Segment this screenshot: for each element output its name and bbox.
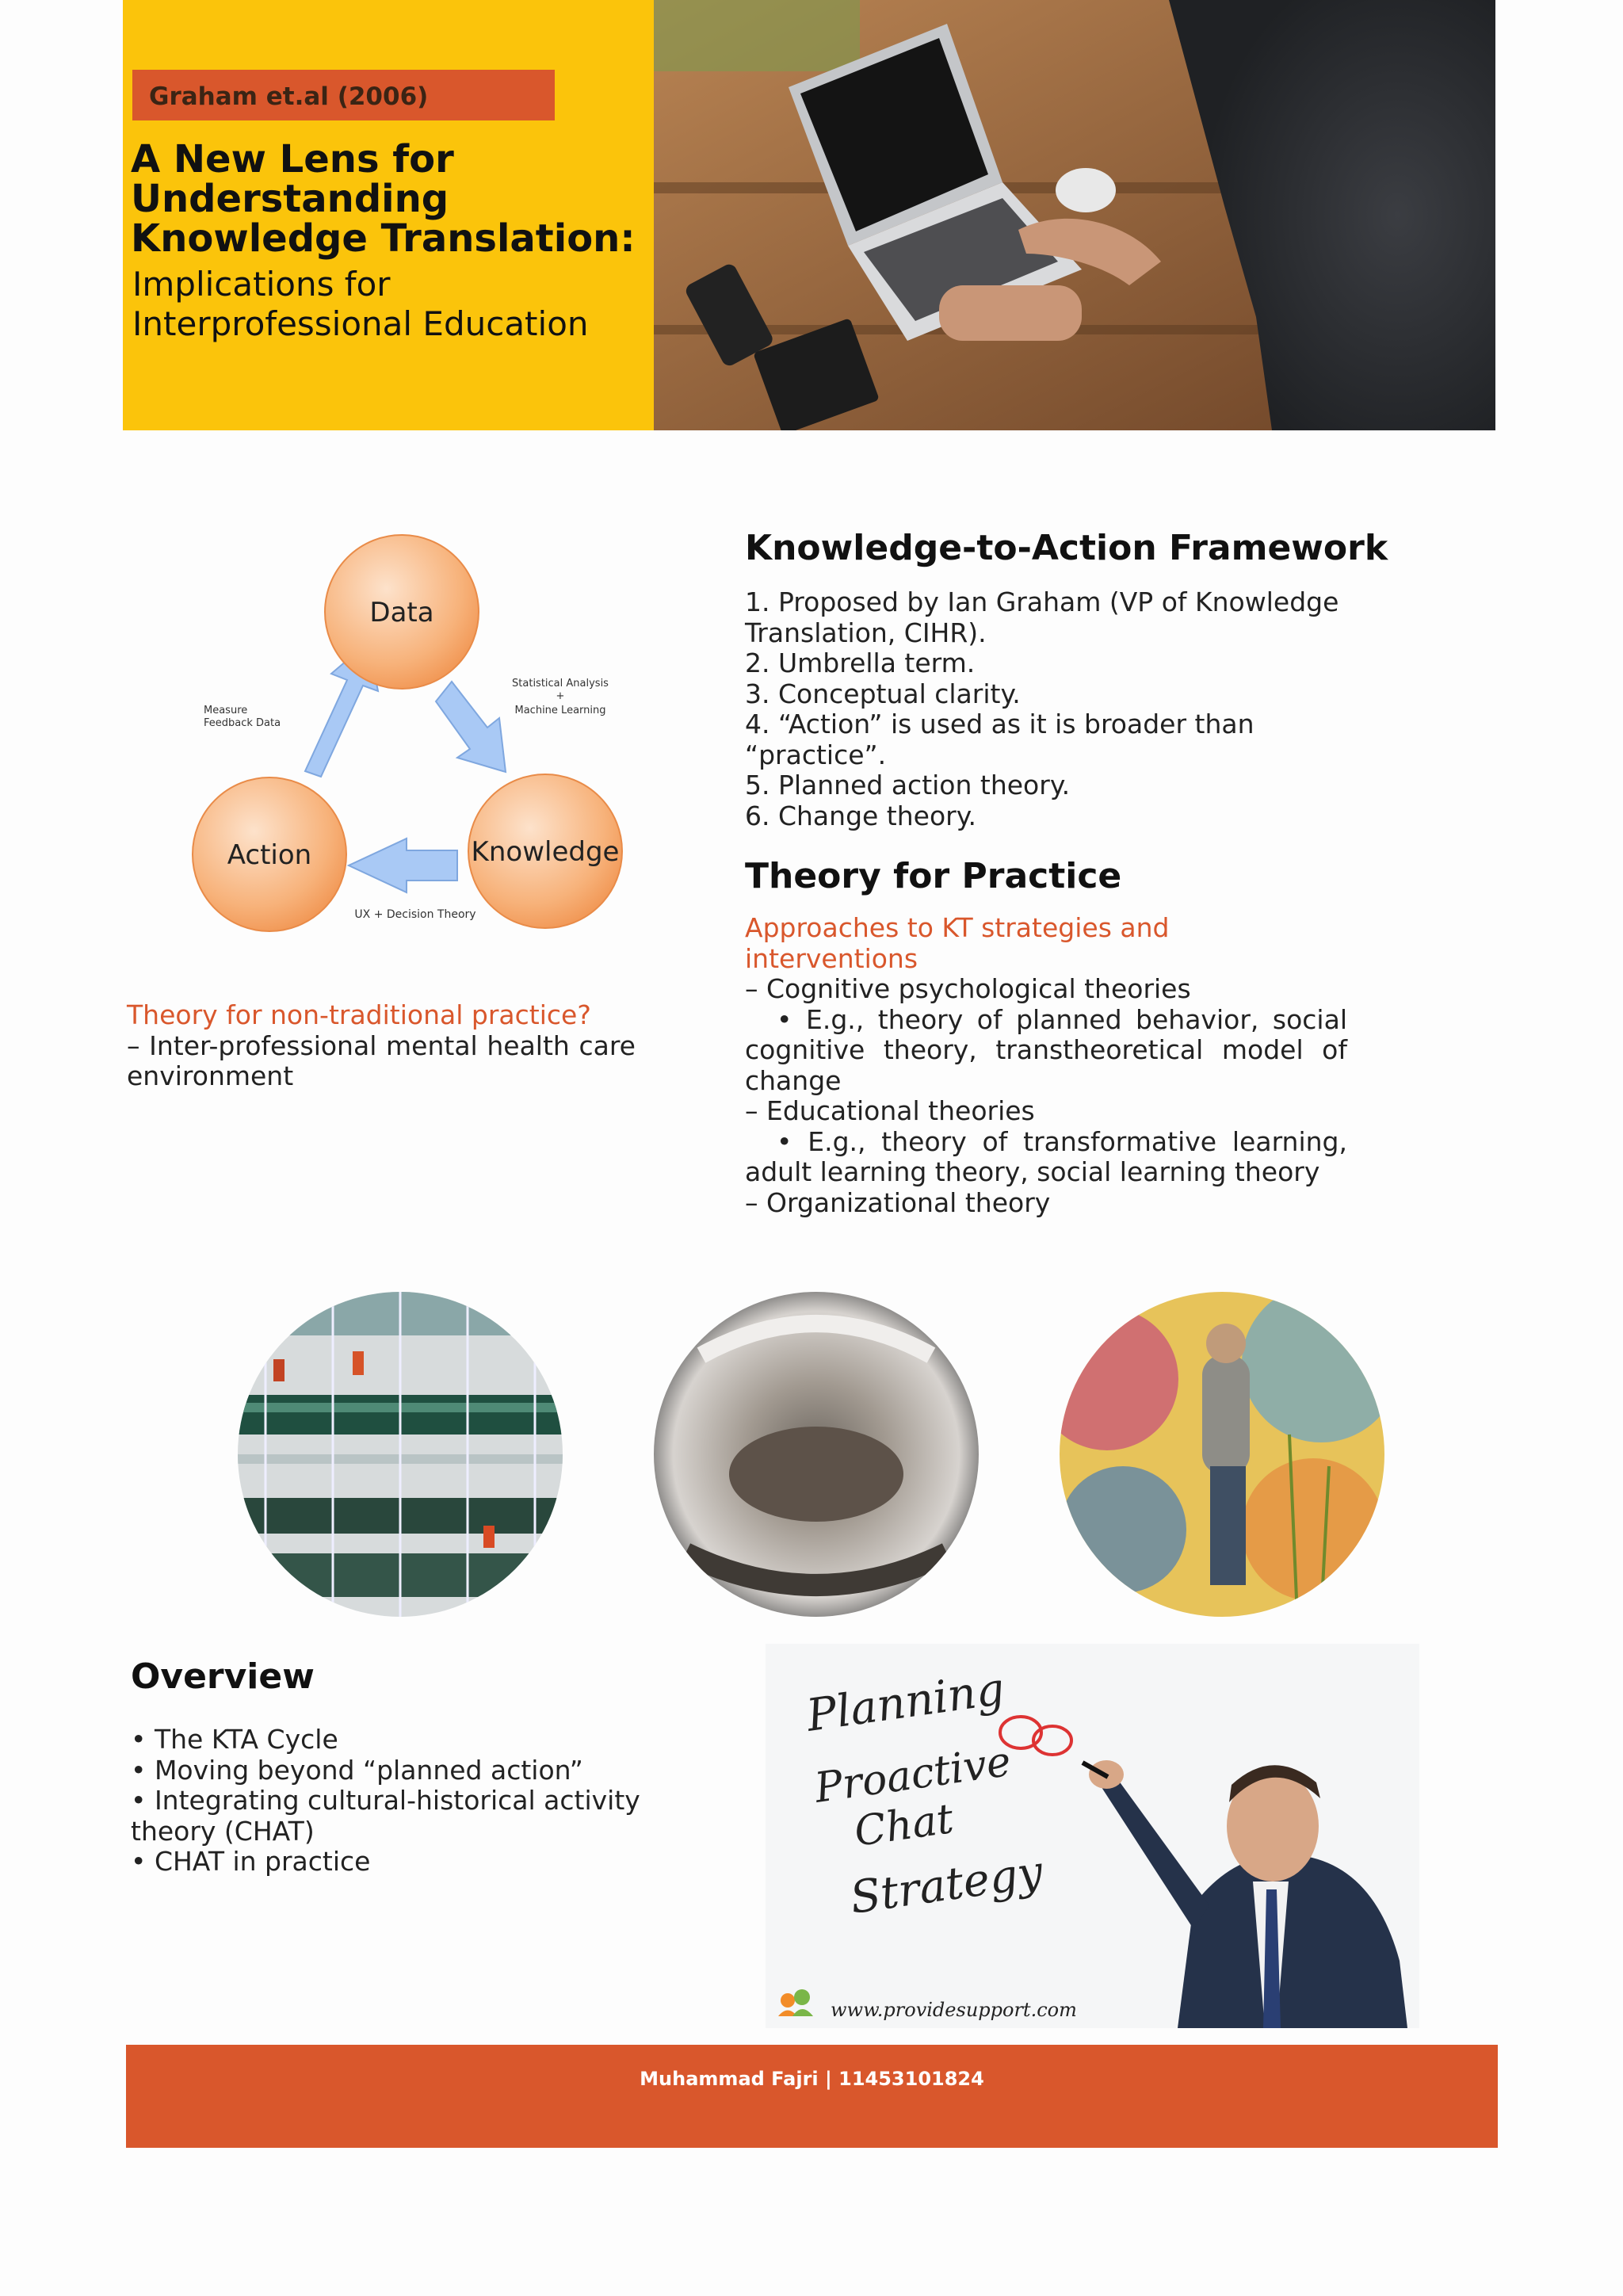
list-item: • E.g., theory of transformative learning, adult learning theory, social learning theory — [745, 1125, 1347, 1187]
framework-list — [745, 587, 1347, 831]
list-item: 1. Proposed by Ian Graham (VP of Knowledge Translation, CIHR). — [745, 586, 1339, 648]
arrow-icon — [436, 682, 506, 772]
list-item: – Cognitive psychological theories — [745, 973, 1191, 1004]
theory-practice-heading: Theory for Practice — [745, 856, 1122, 896]
whiteboard-word: Chat — [851, 1795, 957, 1856]
edge-label-stat: + — [556, 690, 565, 702]
kta-cycle-diagram — [190, 523, 634, 943]
title-line: Knowledge Translation: — [131, 216, 636, 261]
node-label-action: Action — [227, 839, 312, 871]
list-item: • E.g., theory of planned behavior, social cognitive theory, transtheoretical model of change — [745, 1003, 1347, 1096]
provide-support-url: www.providesupport.com — [831, 1999, 1077, 2021]
theory-practice-block — [745, 913, 1347, 1218]
pipe-tunnel-photo — [654, 1292, 979, 1617]
list-item: 3. Conceptual clarity. — [745, 678, 1021, 709]
title-line: Understanding — [131, 177, 449, 221]
list-item: 5. Planned action theory. — [745, 770, 1071, 800]
building-workers-photo — [238, 1292, 563, 1617]
non-traditional-text: – Inter-professional mental health care environment — [127, 1030, 636, 1091]
framework-heading: Knowledge-to-Action Framework — [745, 528, 1388, 568]
page-title — [131, 137, 654, 261]
node-label-data: Data — [369, 597, 434, 628]
node-label-knowledge: Knowledge — [471, 836, 620, 868]
edge-label-measure: Measure — [204, 705, 248, 716]
list-item: – Educational theories — [745, 1095, 1035, 1126]
list-item: • Integrating cultural-historical activity theory (CHAT) — [131, 1785, 640, 1847]
list-item: – Organizational theory — [745, 1186, 1051, 1218]
edge-label-ux: UX + Decision Theory — [354, 908, 476, 921]
citation: Graham et.al (2006) — [149, 82, 429, 111]
list-item: • Moving beyond “planned action” — [131, 1754, 583, 1786]
list-item: 2. Umbrella term. — [745, 648, 976, 678]
non-traditional-heading: Theory for non-traditional practice? — [127, 999, 591, 1030]
subtitle-line: Interprofessional Education — [132, 304, 589, 343]
whiteboard-word: Planning — [803, 1663, 1008, 1742]
page-subtitle — [132, 265, 647, 344]
whiteboard-word: Strategy — [846, 1846, 1046, 1924]
list-item: 6. Change theory. — [745, 800, 977, 831]
footer-author: Muhammad Fajri | 11453101824 — [640, 2068, 984, 2090]
non-traditional-block — [127, 1000, 636, 1092]
footer-bar — [126, 2045, 1498, 2148]
arrow-icon — [349, 839, 457, 892]
edge-label-stat: Machine Learning — [514, 705, 606, 716]
edge-label-stat: Statistical Analysis — [512, 678, 609, 690]
theory-practice-subheading: Approaches to KT strategies and interventions — [745, 912, 1170, 974]
subtitle-line: Implications for — [132, 265, 391, 304]
title-line: A New Lens for — [131, 137, 454, 181]
list-item: • CHAT in practice — [131, 1846, 371, 1877]
graffiti-wall-photo — [1060, 1292, 1384, 1617]
overview-list — [131, 1725, 654, 1878]
strategy-whiteboard-photo — [766, 1644, 1419, 2028]
list-item: 4. “Action” is used as it is broader than “practice”. — [745, 709, 1254, 770]
list-item: • The KTA Cycle — [131, 1724, 338, 1755]
edge-label-measure: Feedback Data — [204, 717, 281, 729]
laptop-photo — [654, 0, 1495, 430]
whiteboard-word: Proactive — [812, 1737, 1014, 1813]
overview-heading: Overview — [131, 1656, 315, 1697]
